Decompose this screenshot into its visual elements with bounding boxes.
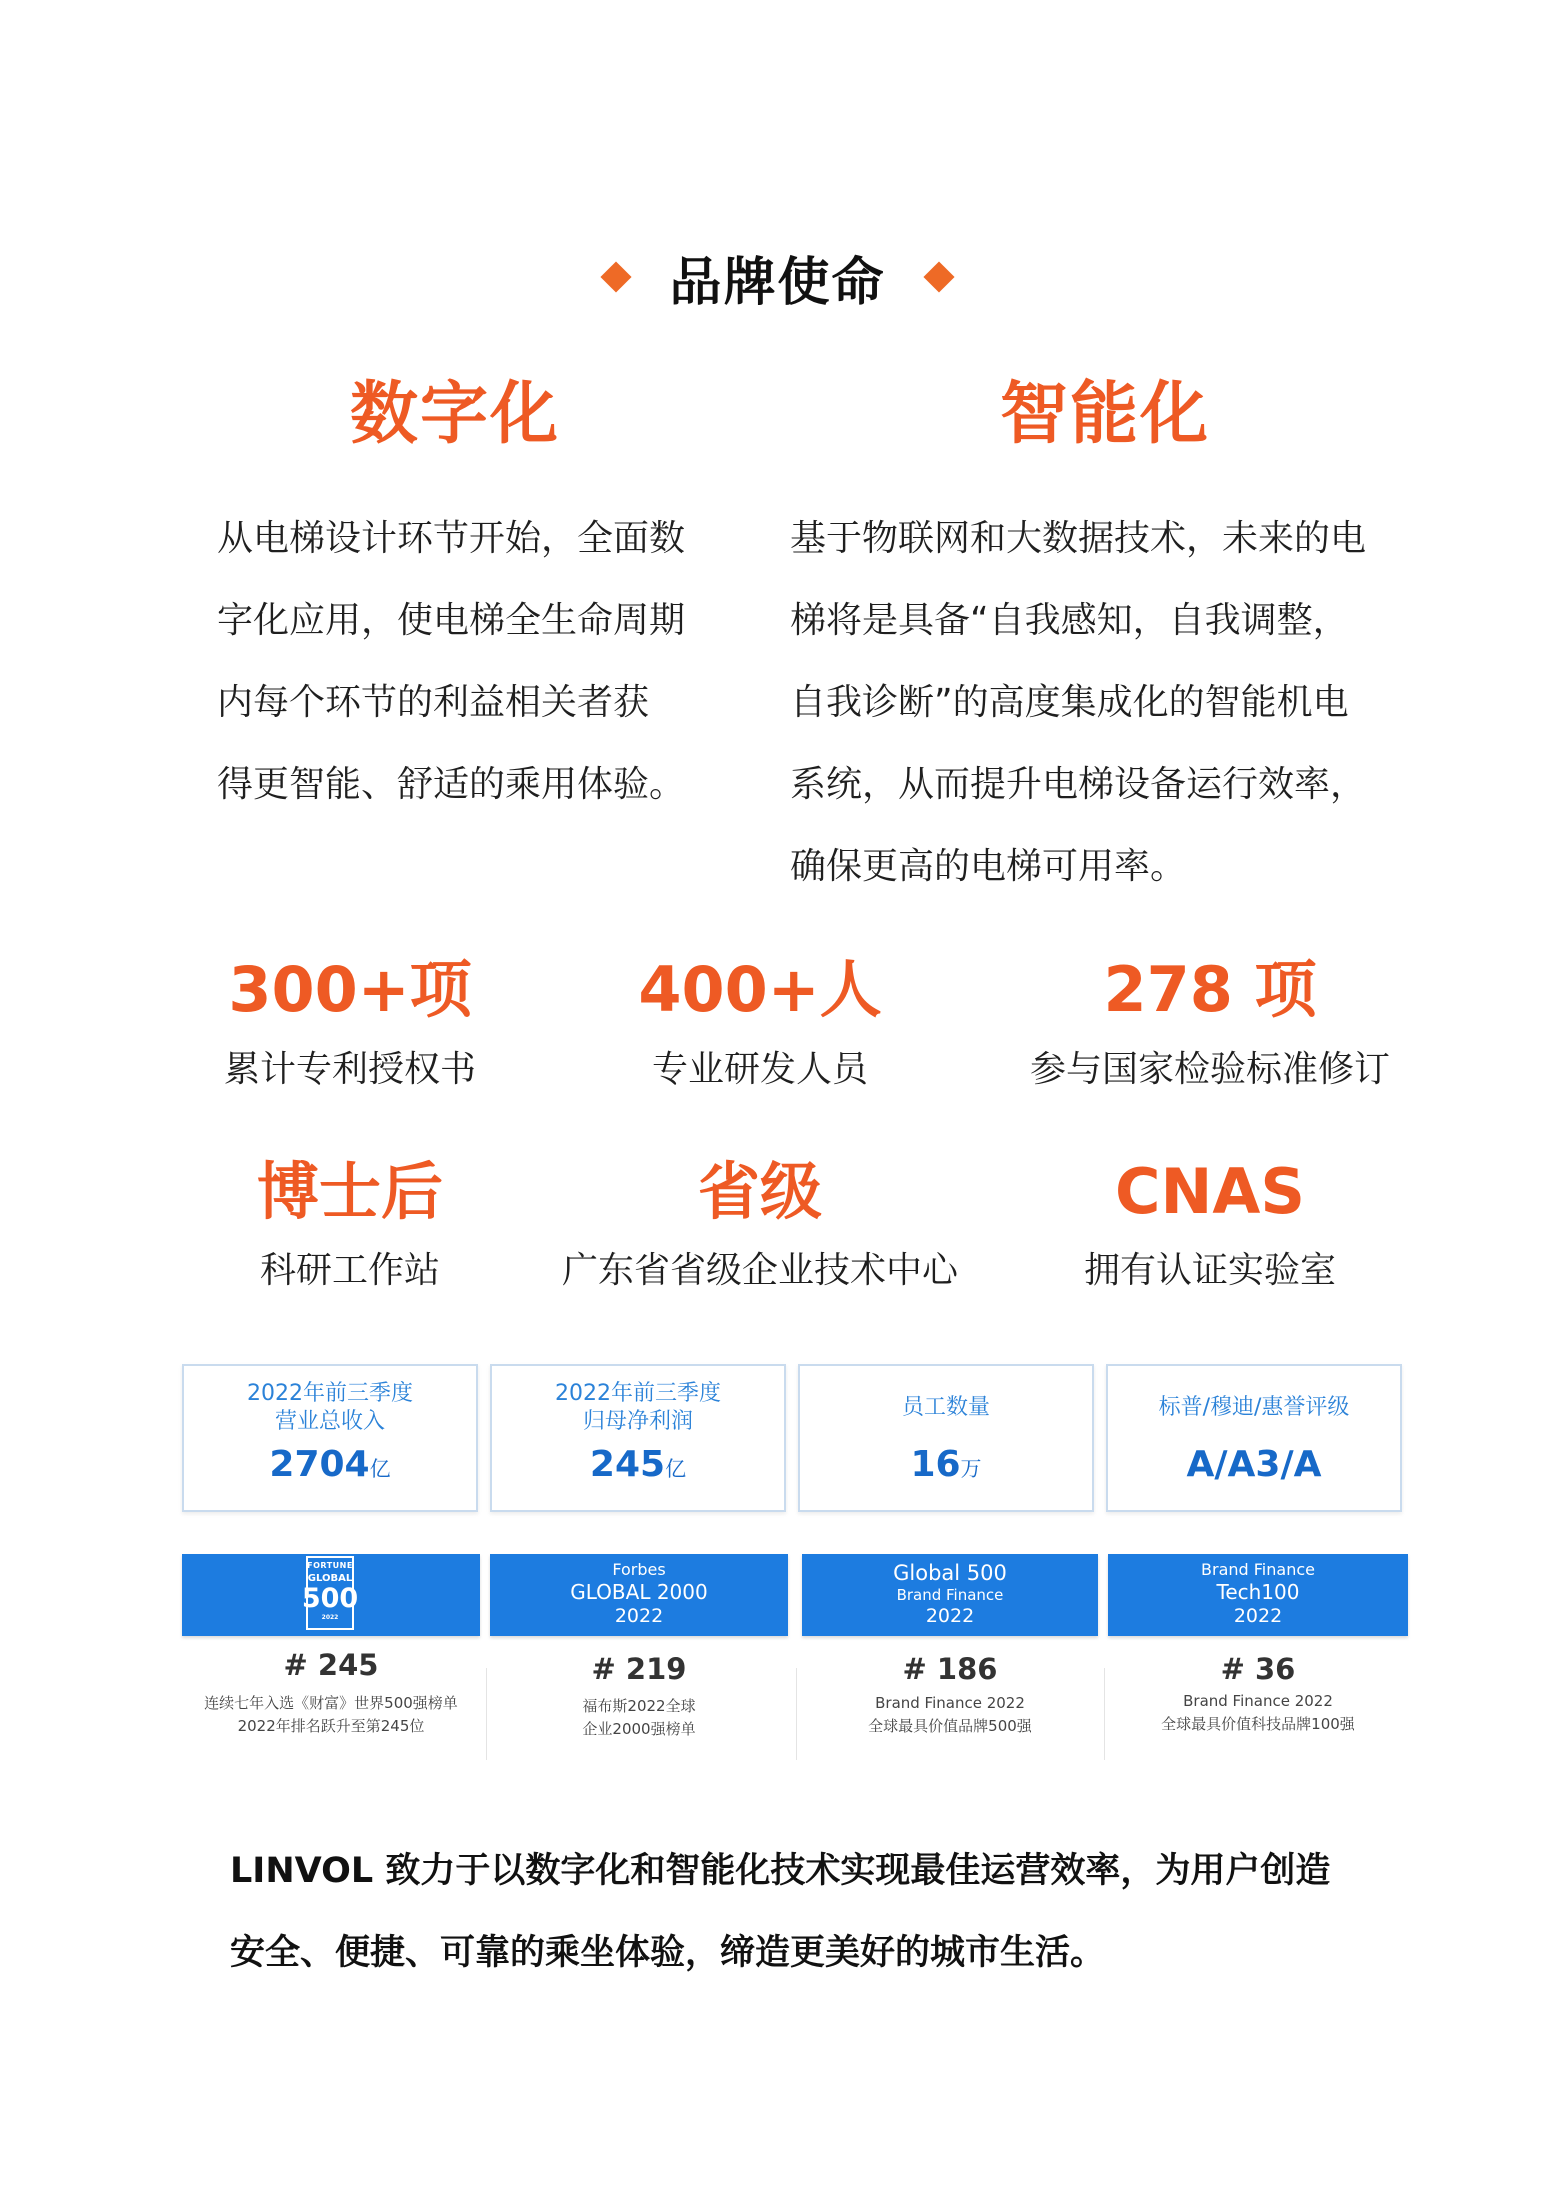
banner-line: 2022 — [925, 1605, 975, 1627]
fortune-logo-num: 500 — [301, 1583, 359, 1614]
column-divider — [486, 1668, 487, 1760]
section-heading — [0, 232, 1555, 322]
card-title-line: 2022年前三季度 — [555, 1381, 721, 1406]
card-value — [184, 1444, 476, 1485]
metric-card-ratings — [1106, 1364, 1402, 1512]
text-line: 从电梯设计环节开始，全面数 — [217, 518, 686, 559]
stat-researchers-value: 400+人 — [638, 953, 882, 1026]
rank-desc-line: 连续七年入选《财富》世界500强榜单 — [204, 1694, 458, 1712]
stat-standards-label: 参与国家检验标准修订 — [1029, 1049, 1390, 1090]
banner-brand-finance-tech100 — [1108, 1554, 1408, 1636]
banner-line: Global 500 — [893, 1561, 1007, 1585]
stat-patents-value: 300+项 — [228, 953, 472, 1026]
column-divider — [1104, 1668, 1105, 1760]
card-value-number: 16 — [910, 1444, 961, 1485]
text-line: 自我诊断”的高度集成化的智能机电 — [790, 682, 1349, 723]
banner-brand-finance-500 — [802, 1554, 1098, 1636]
rank-desc-line: 福布斯2022全球 — [582, 1697, 696, 1715]
banner-forbes — [490, 1554, 788, 1636]
banner-line: Brand Finance — [1201, 1560, 1315, 1579]
stat-patents-label: 累计专利授权书 — [223, 1049, 476, 1090]
stat-cnas-value: CNAS — [1114, 1155, 1306, 1228]
card-title — [1108, 1394, 1400, 1422]
stat-standards-value: 278 项 — [1103, 953, 1317, 1026]
card-value-unit: 万 — [960, 1457, 982, 1481]
card-title — [492, 1380, 784, 1436]
rank-desc-line: Brand Finance 2022 — [1183, 1692, 1333, 1710]
rank-brand-finance-500: # 186 — [902, 1652, 998, 1686]
rank-desc-line: 全球最具价值品牌500强 — [868, 1717, 1032, 1735]
pillar-intelligent-text — [790, 498, 1450, 908]
pillar-digital-text — [217, 498, 737, 826]
stat-postdoc-label: 科研工作站 — [259, 1250, 440, 1291]
rank-brand-finance-tech100-desc — [1098, 1690, 1418, 1736]
rank-desc-line: 2022年排名跃升至第245位 — [237, 1717, 425, 1735]
text-line: 内每个环节的利益相关者获 — [217, 682, 650, 723]
stat-provincial-label: 广东省省级企业技术中心 — [561, 1250, 958, 1291]
card-title — [800, 1394, 1092, 1422]
fortune-logo-top: FORTUNE — [307, 1561, 353, 1570]
stat-researchers-label: 专业研发人员 — [651, 1049, 868, 1090]
card-value — [1108, 1444, 1400, 1485]
banner-line: 2022 — [614, 1605, 664, 1627]
card-value-unit: 亿 — [369, 1457, 391, 1481]
metric-card-profit — [490, 1364, 786, 1512]
heading-title: 品牌使命 — [669, 252, 886, 313]
pillar-digital-title: 数字化 — [350, 375, 561, 454]
text-line: 得更智能、舒适的乘用体验。 — [217, 764, 686, 805]
metric-card-employees — [798, 1364, 1094, 1512]
rank-forbes: # 219 — [591, 1652, 687, 1686]
fortune-logo-year: 2022 — [321, 1614, 339, 1621]
fortune-logo-mid: GLOBAL — [307, 1573, 353, 1584]
banner-line: 2022 — [1233, 1605, 1283, 1627]
card-value-unit: 亿 — [665, 1457, 687, 1481]
closing-line: LINVOL 致力于以数字化和智能化技术实现最佳运营效率，为用户创造 — [230, 1851, 1331, 1891]
text-line: 系统，从而提升电梯设备运行效率， — [790, 764, 1367, 805]
card-value-number: 245 — [589, 1444, 666, 1485]
card-title-line: 营业总收入 — [274, 1409, 385, 1434]
text-line: 梯将是具备“自我感知，自我调整， — [790, 600, 1349, 641]
card-title-line: 员工数量 — [901, 1395, 990, 1420]
rank-fortune: # 245 — [283, 1648, 379, 1682]
text-line: 基于物联网和大数据技术，未来的电 — [790, 518, 1367, 559]
rank-desc-line: 全球最具价值科技品牌100强 — [1161, 1715, 1355, 1733]
rank-fortune-desc — [162, 1692, 500, 1738]
closing-statement — [230, 1830, 1380, 1994]
text-line: 确保更高的电梯可用率。 — [790, 846, 1187, 887]
card-value-number: A/A3/A — [1186, 1444, 1322, 1485]
rank-brand-finance-500-desc — [802, 1692, 1098, 1738]
card-title-line: 2022年前三季度 — [247, 1381, 413, 1406]
card-title — [184, 1380, 476, 1436]
card-value — [492, 1444, 784, 1485]
banner-line: GLOBAL 2000 — [570, 1580, 708, 1604]
rank-forbes-desc — [490, 1695, 788, 1741]
banner-line: Tech100 — [1216, 1580, 1300, 1604]
card-title-line: 标普/穆迪/惠誉评级 — [1158, 1395, 1350, 1420]
diamond-left-icon — [601, 261, 632, 292]
stat-provincial-value: 省级 — [697, 1155, 822, 1228]
fortune-global-500-logo — [301, 1556, 359, 1630]
stat-postdoc-value: 博士后 — [256, 1155, 443, 1228]
card-value — [800, 1444, 1092, 1485]
rank-brand-finance-tech100: # 36 — [1220, 1652, 1296, 1686]
diamond-right-icon — [923, 261, 954, 292]
banner-line: Forbes — [612, 1560, 666, 1579]
column-divider — [796, 1668, 797, 1760]
pillar-intelligent-title: 智能化 — [1000, 375, 1211, 454]
stat-cnas-label: 拥有认证实验室 — [1083, 1250, 1336, 1291]
card-value-number: 2704 — [269, 1444, 370, 1485]
metric-card-revenue — [182, 1364, 478, 1512]
text-line: 字化应用，使电梯全生命周期 — [217, 600, 686, 641]
closing-line: 安全、便捷、可靠的乘坐体验，缔造更美好的城市生活。 — [230, 1933, 1106, 1973]
card-title-line: 归母净利润 — [582, 1409, 693, 1434]
banner-line: Brand Finance — [896, 1586, 1004, 1604]
rank-desc-line: Brand Finance 2022 — [875, 1694, 1025, 1712]
rank-desc-line: 企业2000强榜单 — [582, 1720, 696, 1738]
